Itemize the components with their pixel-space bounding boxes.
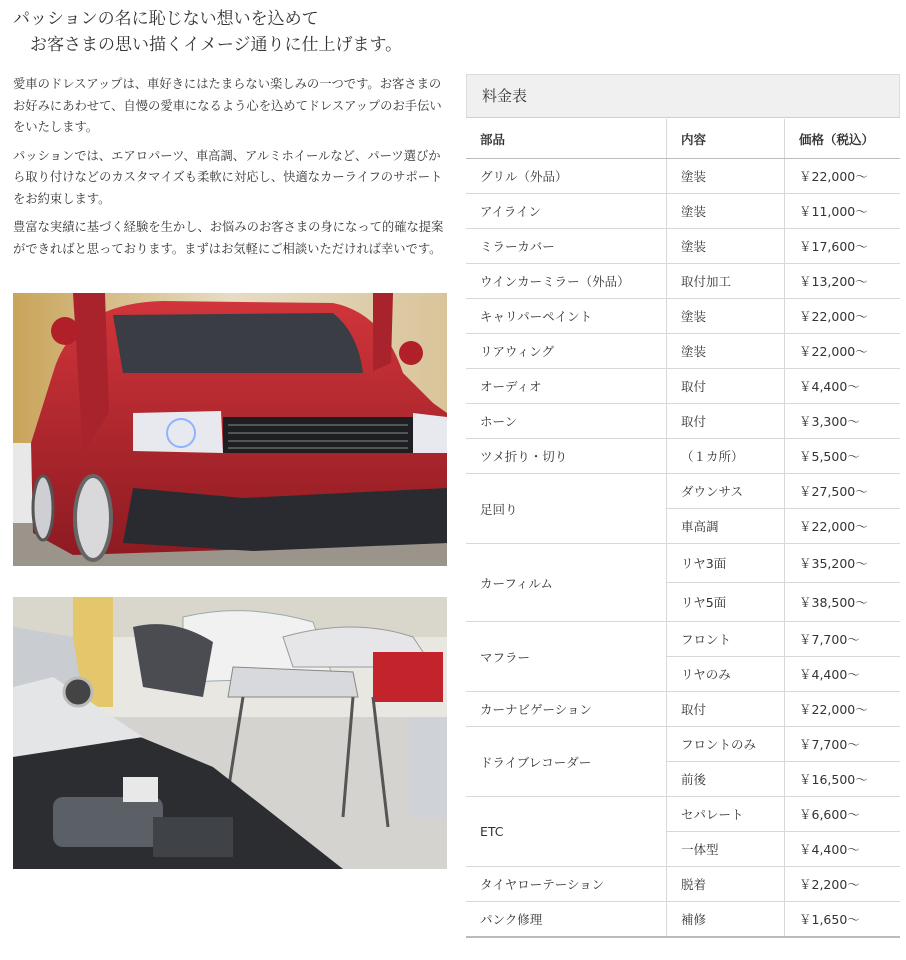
content-cell: フロントのみ [667,727,785,762]
content-cell: リヤ3面 [667,544,785,583]
part-cell: ホーン [466,404,667,439]
content-cell: 一体型 [667,832,785,867]
intro-text [13,74,449,267]
price-cell: ￥17,600〜 [785,229,901,264]
part-cell: リアウィング [466,334,667,369]
part-cell: グリル（外品） [466,159,667,194]
price-cell: ￥22,000〜 [785,334,901,369]
price-cell: ￥22,000〜 [785,159,901,194]
part-cell: ウインカーミラー（外品） [466,264,667,299]
price-cell: ￥22,000〜 [785,692,901,727]
table-row [466,369,900,404]
table-row [466,902,900,938]
content-cell: ダウンサス [667,474,785,509]
table-row [466,404,900,439]
table-row [466,194,900,229]
workshop-photo [13,597,447,869]
content-cell: 取付 [667,692,785,727]
part-cell: カーフィルム [466,544,667,622]
part-cell: タイヤローテーション [466,867,667,902]
table-row [466,867,900,902]
table-row [466,229,900,264]
price-cell: ￥1,650〜 [785,902,901,938]
heading-line-2: お客さまの思い描くイメージ通りに仕上げます。 [30,35,403,55]
price-cell: ￥7,700〜 [785,727,901,762]
table-row [466,439,900,474]
price-cell: ￥22,000〜 [785,299,901,334]
price-cell: ￥5,500〜 [785,439,901,474]
table-row [466,159,900,194]
price-table-title: 料金表 [466,74,900,118]
price-cell: ￥4,400〜 [785,832,901,867]
part-cell: ETC [466,797,667,867]
part-cell: ツメ折り・切り [466,439,667,474]
price-cell: ￥4,400〜 [785,657,901,692]
column-header-price: 価格（税込） [785,119,901,159]
part-cell: 足回り [466,474,667,544]
table-row [466,334,900,369]
content-cell: フロント [667,622,785,657]
content-cell: 塗装 [667,159,785,194]
price-cell: ￥38,500〜 [785,583,901,622]
part-cell: パンク修理 [466,902,667,938]
column-header-content: 内容 [667,119,785,159]
content-cell: 塗装 [667,299,785,334]
content-cell: リヤ5面 [667,583,785,622]
content-cell: 取付 [667,404,785,439]
part-cell: アイライン [466,194,667,229]
content-cell: 取付加工 [667,264,785,299]
table-row [466,544,900,583]
price-cell: ￥3,300〜 [785,404,901,439]
table-row [466,692,900,727]
table-header-row [466,119,900,159]
content-cell: 塗装 [667,334,785,369]
price-table [466,119,900,938]
page-heading [13,6,402,58]
content-cell: （１カ所） [667,439,785,474]
table-row [466,797,900,832]
column-header-part: 部品 [466,119,667,159]
intro-paragraph: パッションでは、エアロパーツ、車高調、アルミホイールなど、パーツ選びから取り付けなどのカスタマイズも柔軟に対応し、快適なカーライフのサポートをお約束します。 [13,148,443,206]
content-cell: 車高調 [667,509,785,544]
content-cell: 脱着 [667,867,785,902]
content-cell: 補修 [667,902,785,938]
table-row [466,622,900,657]
content-cell: リヤのみ [667,657,785,692]
part-cell: カーナビゲーション [466,692,667,727]
custom-car-photo [13,293,447,566]
intro-paragraph: 豊富な実績に基づく経験を生かし、お悩みのお客さまの身になって的確な提案ができればと思っております。まずはお気軽にご相談いただければ幸いです。 [13,220,444,256]
table-row [466,299,900,334]
price-cell: ￥4,400〜 [785,369,901,404]
table-row [466,474,900,509]
price-cell: ￥6,600〜 [785,797,901,832]
price-cell: ￥16,500〜 [785,762,901,797]
part-cell: ミラーカバー [466,229,667,264]
content-cell: 取付 [667,369,785,404]
part-cell: キャリパーペイント [466,299,667,334]
price-cell: ￥27,500〜 [785,474,901,509]
table-row [466,264,900,299]
price-cell: ￥13,200〜 [785,264,901,299]
price-cell: ￥22,000〜 [785,509,901,544]
table-row [466,727,900,762]
content-cell: 塗装 [667,229,785,264]
content-cell: セパレート [667,797,785,832]
price-cell: ￥35,200〜 [785,544,901,583]
price-cell: ￥7,700〜 [785,622,901,657]
price-cell: ￥2,200〜 [785,867,901,902]
intro-paragraph: 愛車のドレスアップは、車好きにはたまらない楽しみの一つです。お客さまのお好みにあわせて、自慢の愛車になるよう心を込めてドレスアップのお手伝いをいたします。 [13,77,442,134]
part-cell: マフラー [466,622,667,692]
heading-line-1: パッションの名に恥じない想いを込めて [13,9,319,29]
price-table-panel [466,74,900,938]
price-cell: ￥11,000〜 [785,194,901,229]
part-cell: オーディオ [466,369,667,404]
part-cell: ドライブレコーダー [466,727,667,797]
content-cell: 前後 [667,762,785,797]
content-cell: 塗装 [667,194,785,229]
